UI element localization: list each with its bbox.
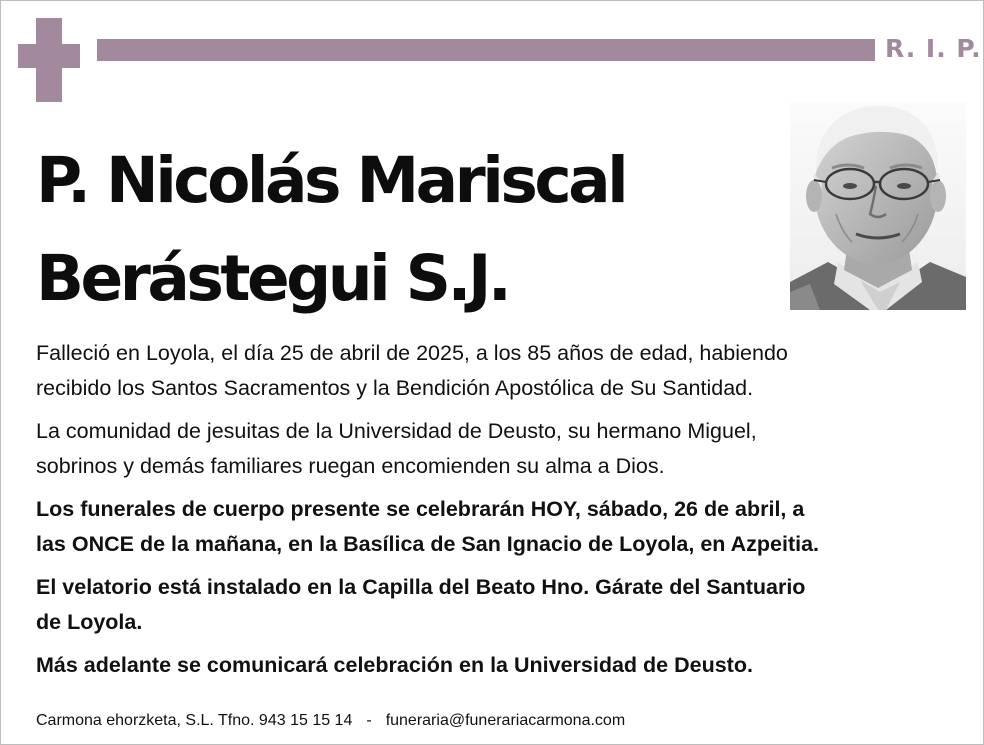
rip-label: R. I. P. [885,34,982,63]
text-line: de Loyola. [36,610,143,634]
later-celebration-paragraph [36,648,966,683]
obituary-body [36,336,966,691]
text-line: las ONCE de la mañana, en la Basílica de San Ignacio de Loyola, en Azpeitia. [36,532,820,556]
deceased-name-line-2: Berástegui S.J. [36,242,509,315]
cross-horizontal-bar [18,44,80,68]
deceased-photo [790,102,966,310]
funeral-home-email: funeraria@funerariacarmona.com [385,712,626,729]
text-line: La comunidad de jesuitas de la Universidad de Deusto, su hermano Miguel, [36,419,757,443]
funeral-paragraph [36,492,966,562]
footer-separator: - [366,712,372,729]
wake-paragraph [36,570,966,640]
text-line: Más adelante se comunicará celebración en la Universidad de Deusto. [36,653,753,677]
family-paragraph [36,414,966,484]
funeral-home-contact: Carmona ehorzketa, S.L. Tfno. 943 15 15 14 [36,712,353,729]
text-line: sobrinos y demás familiares ruegan encomienden su alma a Dios. [36,454,665,478]
announcement-paragraph [36,336,966,406]
portrait-illustration [790,102,966,310]
deceased-name-line-1: P. Nicolás Mariscal [36,144,626,217]
text-line: Los funerales de cuerpo presente se celebrarán HOY, sábado, 26 de abril, a [36,497,805,521]
funeral-home-footer [36,712,625,730]
text-line: El velatorio está instalado en la Capilla del Beato Hno. Gárate del Santuario [36,575,806,599]
text-line: Falleció en Loyola, el día 25 de abril de 2025, a los 85 años de edad, habiendo [36,341,788,365]
header-divider-bar [97,39,875,61]
text-line: recibido los Santos Sacramentos y la Bendición Apostólica de Su Santidad. [36,376,754,400]
deceased-name [36,132,776,328]
